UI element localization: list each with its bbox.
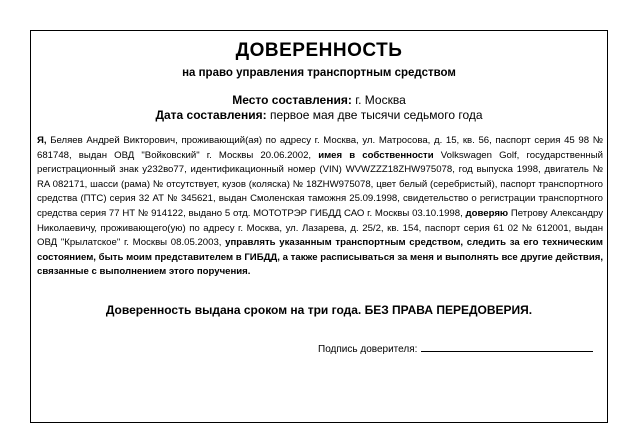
document-body — [37, 134, 603, 280]
place-of-issue — [31, 93, 607, 108]
body-ownership-phrase: имея в собственности — [318, 149, 434, 161]
body-representative-details: Петрову Александру Николаевичу, проживающего(ую) по адресу г. Москва, ул. Лазарева, д. 25/2, кв. 154, паспорт серия 61 02 № 612001, выдан ОВД "Крылатское" г. Москвы 08.05.2003, — [37, 207, 604, 249]
place-value: г. Москва — [355, 93, 406, 107]
body-grantor-details: Беляев Андрей Викторович, проживающий(ая) по адресу г. Москва, ул. Матросова, д. 15, кв. 56, паспорт серия 45 98 № 681748, выдан ОВД "Войковский" г. Москвы 20.06.2002, — [37, 135, 603, 161]
body-powers: управлять указанным транспортным средством, следить за его техническим состоянием, быть моим представителем в ГИБДД, а также расписываться за меня и выполнять все другие действия, связанные с выполнением этого поручения. — [37, 237, 603, 278]
signature-block — [318, 342, 593, 356]
document-subtitle: на право управления транспортным средством — [182, 67, 456, 79]
signature-label: Подпись доверителя: — [318, 344, 418, 355]
place-label: Место составления: — [232, 93, 352, 107]
date-label: Дата составления: — [155, 108, 267, 122]
date-of-issue — [31, 108, 607, 123]
body-entrust-phrase: доверяю — [465, 207, 509, 219]
body-vehicle-details: Volkswagen Golf, государственный регистрационный знак у232во77, идентификационный номер (VIN) WVWZZZ18ZHW975078, год выпуска 1998, двигатель № RA 082171, шасси (рама) № отсутствует, кузов (коляска) № 18ZHW975078, цвет белый (серебристый), паспорт транспортного средства (ПТС) серия 32 АТ № 345621, выдан Смоленская таможня 25.09.1998, свидетельство о регистрации транспортного средства серия 77 НТ № 914122, выдано 5 отд. МОТОТРЭР ГИБДД САО г. Москвы 03.10.1998, — [37, 149, 603, 219]
body-grantor-pronoun: Я, — [37, 135, 47, 146]
document-frame — [30, 30, 608, 423]
date-value: первое мая две тысячи седьмого года — [269, 108, 483, 122]
document-title: ДОВЕРЕННОСТЬ — [235, 40, 403, 61]
validity-term: Доверенность выдана сроком на три года. БЕЗ ПРАВА ПЕРЕДОВЕРИЯ. — [105, 303, 533, 317]
signature-line — [421, 342, 593, 352]
